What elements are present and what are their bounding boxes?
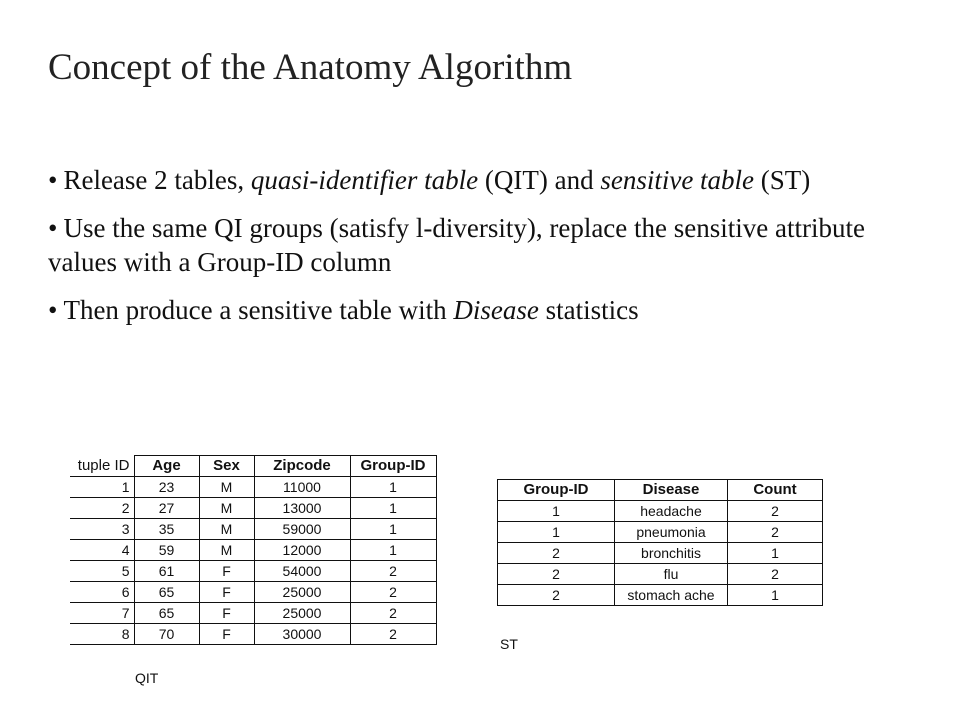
- st-cell: 2: [498, 564, 615, 585]
- qit-cell: 2: [350, 561, 436, 582]
- qit-cell: 1: [350, 519, 436, 540]
- qit-header-cell: tuple ID: [70, 456, 134, 477]
- qit-cell: F: [199, 603, 254, 624]
- st-cell: pneumonia: [615, 522, 728, 543]
- qit-cell: 3: [70, 519, 134, 540]
- qit-cell: 2: [70, 498, 134, 519]
- table-row: [70, 582, 436, 603]
- qit-cell: F: [199, 624, 254, 645]
- bullet-item: [48, 211, 908, 279]
- qit-header-cell: Sex: [199, 456, 254, 477]
- table-row: [70, 561, 436, 582]
- qit-cell: 5: [70, 561, 134, 582]
- slide-title: Concept of the Anatomy Algorithm: [48, 47, 573, 88]
- st-cell: 2: [498, 585, 615, 606]
- qit-cell: 59000: [254, 519, 350, 540]
- bullet-dot-icon: •: [48, 165, 58, 195]
- table-row: [70, 540, 436, 561]
- bullet-text: quasi-identifier table: [250, 165, 479, 195]
- bullet-text: statistics: [538, 295, 639, 325]
- table-row: [498, 501, 823, 522]
- bullet-text: Then produce a sensitive table with: [63, 295, 454, 325]
- table-row: [70, 498, 436, 519]
- qit-caption: QIT: [135, 670, 159, 686]
- qit-cell: 2: [350, 603, 436, 624]
- st-cell: headache: [615, 501, 728, 522]
- st-cell: 1: [728, 585, 823, 606]
- table-row: [498, 522, 823, 543]
- bullet-item: [48, 163, 908, 197]
- qit-cell: 7: [70, 603, 134, 624]
- qit-cell: 23: [134, 477, 199, 498]
- qit-cell: 1: [350, 477, 436, 498]
- table-row: [498, 564, 823, 585]
- qit-header-row: [70, 456, 436, 477]
- table-row: [70, 603, 436, 624]
- qit-cell: 13000: [254, 498, 350, 519]
- qit-cell: M: [199, 477, 254, 498]
- qit-cell: 1: [350, 498, 436, 519]
- bullet-item: [48, 293, 908, 327]
- st-cell: 2: [498, 543, 615, 564]
- st-cell: 2: [728, 564, 823, 585]
- qit-cell: 8: [70, 624, 134, 645]
- st-header-cell: Group-ID: [498, 480, 615, 501]
- qit-cell: 30000: [254, 624, 350, 645]
- qit-cell: 27: [134, 498, 199, 519]
- bullet-text: Use the same QI groups (satisfy l-diversity), replace the sensitive attribute values with a Group-ID column: [48, 213, 865, 277]
- st-header-row: [498, 480, 823, 501]
- bullet-text: sensitive table: [600, 165, 755, 195]
- qit-table: [70, 455, 437, 645]
- qit-cell: 11000: [254, 477, 350, 498]
- qit-cell: 1: [70, 477, 134, 498]
- st-caption: ST: [500, 636, 518, 652]
- qit-cell: 65: [134, 582, 199, 603]
- qit-header-cell: Group-ID: [350, 456, 436, 477]
- qit-cell: 25000: [254, 603, 350, 624]
- qit-cell: 2: [350, 582, 436, 603]
- bullet-text: (QIT) and: [478, 165, 601, 195]
- bullet-text: (ST): [754, 165, 811, 195]
- qit-cell: M: [199, 519, 254, 540]
- bullet-text: Release 2 tables,: [63, 165, 251, 195]
- qit-cell: 1: [350, 540, 436, 561]
- qit-cell: 70: [134, 624, 199, 645]
- qit-cell: 65: [134, 603, 199, 624]
- st-header-cell: Count: [728, 480, 823, 501]
- qit-cell: 54000: [254, 561, 350, 582]
- qit-header-cell: Age: [134, 456, 199, 477]
- qit-cell: 12000: [254, 540, 350, 561]
- st-cell: 1: [498, 501, 615, 522]
- st-cell: 1: [728, 543, 823, 564]
- qit-cell: 59: [134, 540, 199, 561]
- table-row: [498, 543, 823, 564]
- qit-cell: M: [199, 540, 254, 561]
- qit-cell: 35: [134, 519, 199, 540]
- qit-cell: M: [199, 498, 254, 519]
- bullet-list: [48, 163, 908, 341]
- st-cell: bronchitis: [615, 543, 728, 564]
- table-row: [70, 477, 436, 498]
- st-cell: stomach ache: [615, 585, 728, 606]
- st-cell: 1: [498, 522, 615, 543]
- table-row: [498, 585, 823, 606]
- st-cell: 2: [728, 522, 823, 543]
- qit-cell: 25000: [254, 582, 350, 603]
- st-cell: flu: [615, 564, 728, 585]
- qit-cell: F: [199, 561, 254, 582]
- qit-cell: 6: [70, 582, 134, 603]
- qit-cell: 2: [350, 624, 436, 645]
- bullet-text: Disease: [453, 295, 539, 325]
- st-table: [497, 479, 823, 606]
- table-row: [70, 519, 436, 540]
- bullet-dot-icon: •: [48, 295, 58, 325]
- table-row: [70, 624, 436, 645]
- qit-cell: F: [199, 582, 254, 603]
- bullet-dot-icon: •: [48, 213, 58, 243]
- qit-cell: 61: [134, 561, 199, 582]
- st-cell: 2: [728, 501, 823, 522]
- st-header-cell: Disease: [615, 480, 728, 501]
- qit-cell: 4: [70, 540, 134, 561]
- qit-header-cell: Zipcode: [254, 456, 350, 477]
